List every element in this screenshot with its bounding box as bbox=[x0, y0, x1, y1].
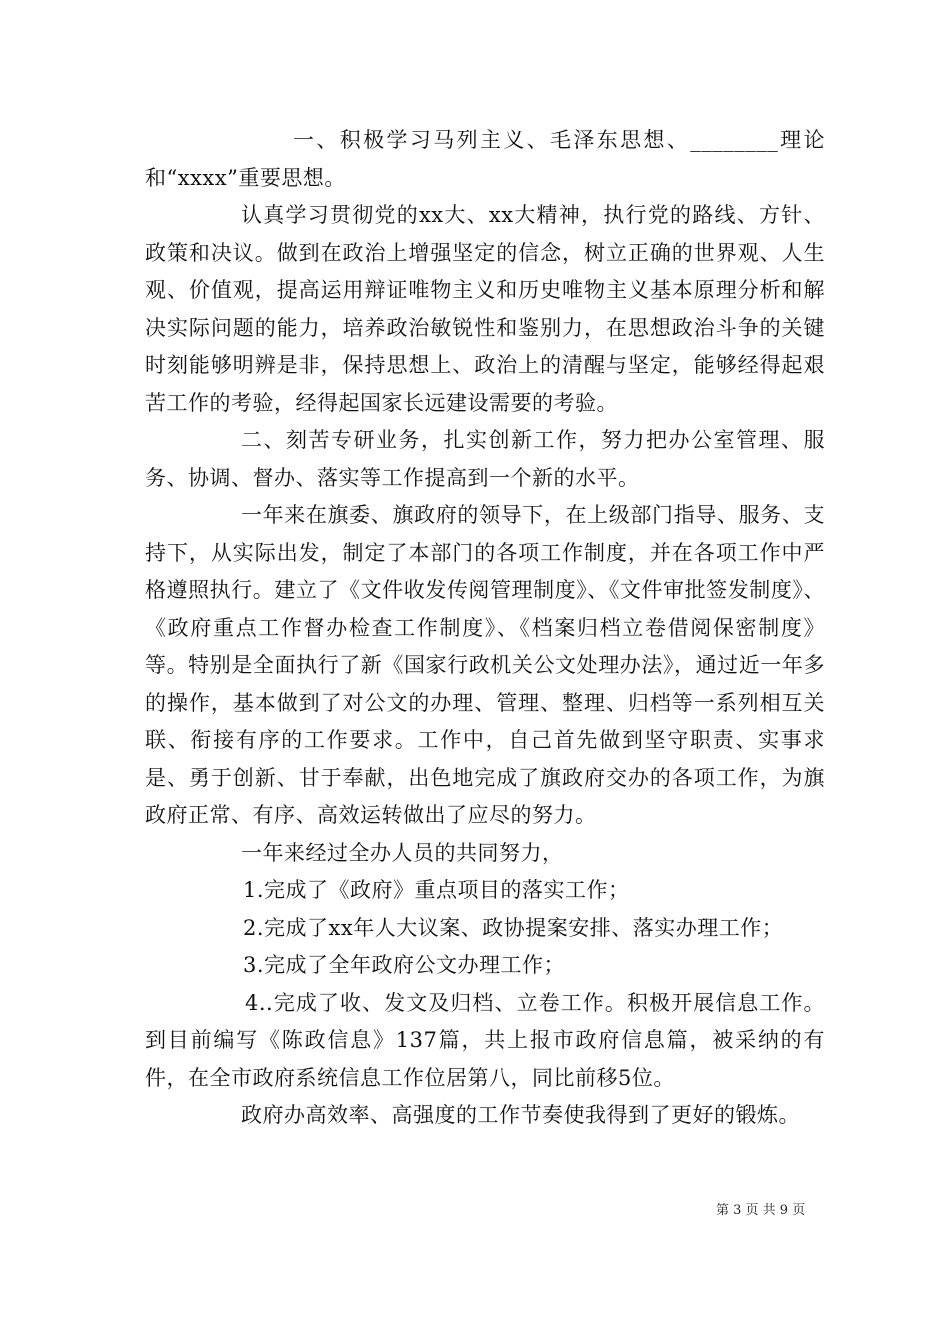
document-body bbox=[145, 122, 825, 1135]
page-number-footer: 第 3 页 共 9 页 bbox=[716, 1203, 806, 1218]
list-item-1: 1.完成了《政府》重点项目的落实工作； bbox=[243, 878, 630, 902]
section-heading-1: 一、积极学习马列主义、毛泽东思想、________理论和“xxxx”重要思想。 bbox=[145, 128, 825, 190]
body-paragraph-2: 一年来在旗委、旗政府的领导下，在上级部门指导、服务、支持下，从实际出发，制定了本部门的各项工作制度，并在各项工作中严格遵照执行。建立了《文件收发传阅管理制度》、《文件审批签发制度》、《政府重点工作督办检查工作制度》、《档案归档立卷借阅保密制度》等。特别是全面执行了新《国家行政机关公文处理办法》，通过近一年多的操作，基本做到了对公文的办理、管理、整理、归档等一系列相互关联、衔接有序的工作要求。工作中，自己首先做到坚守职责、实事求是、勇于创新、甘于奉献，出色地完成了旗政府交办的各项工作，为旗政府正常、有序、高效运转做出了应尽的努力。 bbox=[145, 503, 825, 827]
body-paragraph-3: 一年来经过全办人员的共同努力， bbox=[241, 840, 564, 865]
body-paragraph-1: 认真学习贯彻党的xx大、xx大精神，执行党的路线、方针、政策和决议。做到在政治上增强坚定的信念，树立正确的世界观、人生观、价值观，提高运用辩证唯物主义和历史唯物主义基本原理分析和解决实际问题的能力，培养政治敏锐性和鉴别力，在思想政治斗争的关键时刻能够明辨是非，保持思想上、政治上的清醒与坚定，能够经得起艰苦工作的考验，经得起国家长远建设需要的考验。 bbox=[145, 203, 825, 415]
list-item-4: 4..完成了收、发文及归档、立卷工作。积极开展信息工作。到目前编写《陈政信息》137篇，共上报市政府信息篇，被采纳的有件，在全市政府系统信息工作位居第八，同比前移5位。 bbox=[145, 990, 825, 1090]
list-item-2: 2.完成了xx年人大议案、政协提案安排、落实办理工作； bbox=[243, 915, 784, 940]
body-paragraph-4: 政府办高效率、高强度的工作节奏使我得到了更好的锻炼。 bbox=[241, 1103, 800, 1127]
section-heading-2: 二、刻苦专研业务，扎实创新工作，努力把办公室管理、服务、协调、督办、落实等工作提高到一个新的水平。 bbox=[145, 428, 825, 490]
list-item-3: 3.完成了全年政府公文办理工作； bbox=[243, 953, 566, 977]
